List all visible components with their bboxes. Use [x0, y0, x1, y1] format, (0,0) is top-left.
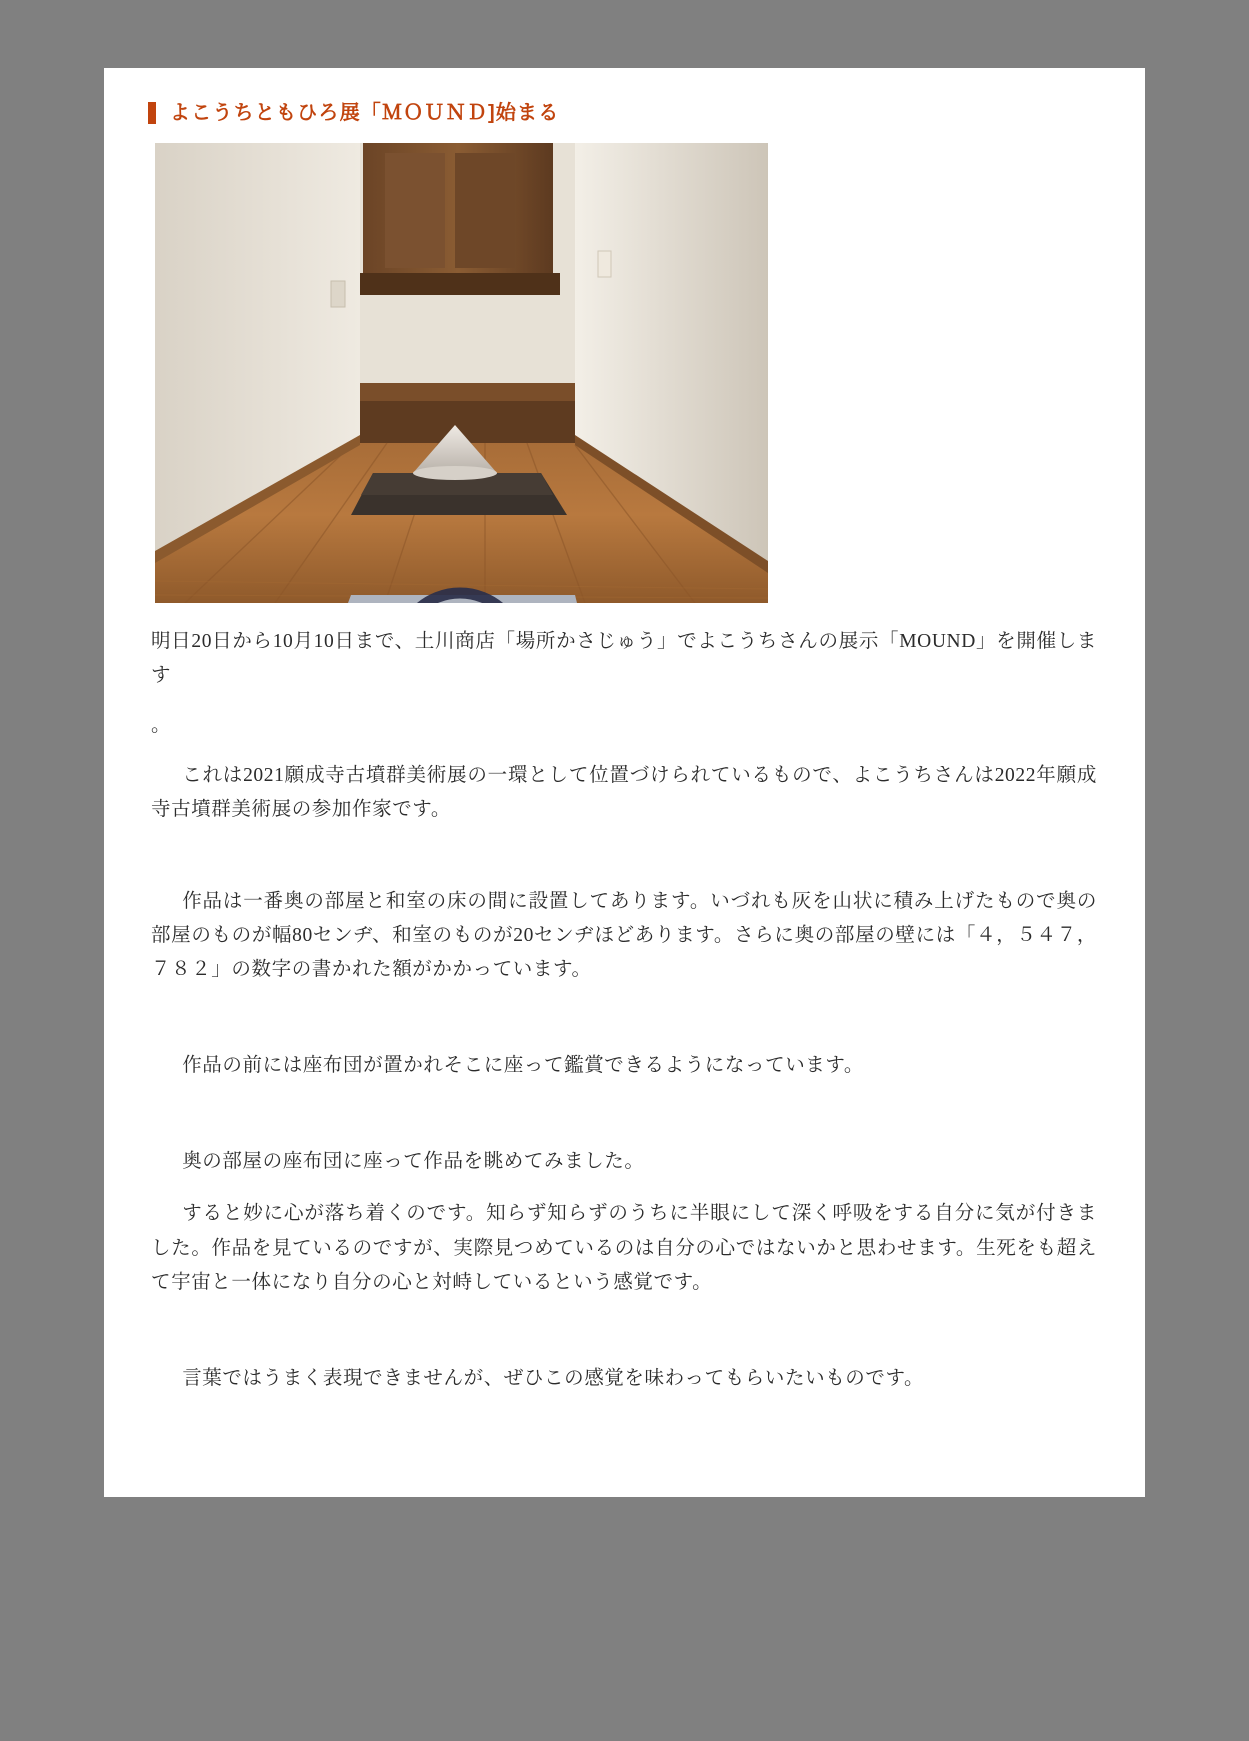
spacer: [151, 1179, 1097, 1197]
spacer: [151, 827, 1097, 885]
article-header: [148, 100, 1145, 126]
article-body: [151, 625, 1097, 1396]
article-photo: [155, 143, 768, 603]
spacer: [151, 1083, 1097, 1145]
paragraph-6: 言葉ではうまく表現できませんが、ぜひこの感覚を味わってもらいたいものです。: [182, 1367, 925, 1389]
spacer: [151, 741, 1097, 759]
spacer: [151, 693, 1097, 711]
paragraph-lede: 明日20日から10月10日まで、土川商店「場所かさじゅう」でよこうちさんの展示「MOUND」を開催します: [151, 631, 1097, 687]
page-title: よこうちともひろ展「ＭＯＵＮＤ]始まる: [170, 102, 560, 124]
paragraph-dot: 。: [151, 715, 171, 737]
title-accent-bar: [148, 102, 156, 124]
spacer: [151, 987, 1097, 1049]
paragraph-1: これは2021願成寺古墳群美術展の一環として位置づけられているもので、よこうちさんは2022年願成寺古墳群美術展の参加作家です。: [151, 764, 1097, 820]
photo-illustration: [155, 143, 768, 603]
paragraph-2: 作品は一番奥の部屋と和室の床の間に設置してあります。いづれも灰を山状に積み上げたもので奥の部屋のものが幅80センヂ、和室のものが20センヂほどあります。さらに奥の部屋の壁には「４，５４７，７８２」の数字の書かれた額がかかっています。: [151, 890, 1097, 980]
paragraph-5: すると妙に心が落ち着くのです。知らず知らずのうちに半眼にして深く呼吸をする自分に気が付きました。作品を見ているのですが、実際見つめているのは自分の心ではないかと思わせます。生死をも超えて宇宙と一体になり自分の心と対峙しているという感覚です。: [151, 1203, 1097, 1293]
document-page: [104, 68, 1145, 1497]
spacer: [151, 1300, 1097, 1362]
paragraph-4: 奥の部屋の座布団に座って作品を眺めてみました。: [182, 1151, 645, 1173]
paragraph-3: 作品の前には座布団が置かれそこに座って鑑賞できるようになっています。: [182, 1055, 865, 1077]
